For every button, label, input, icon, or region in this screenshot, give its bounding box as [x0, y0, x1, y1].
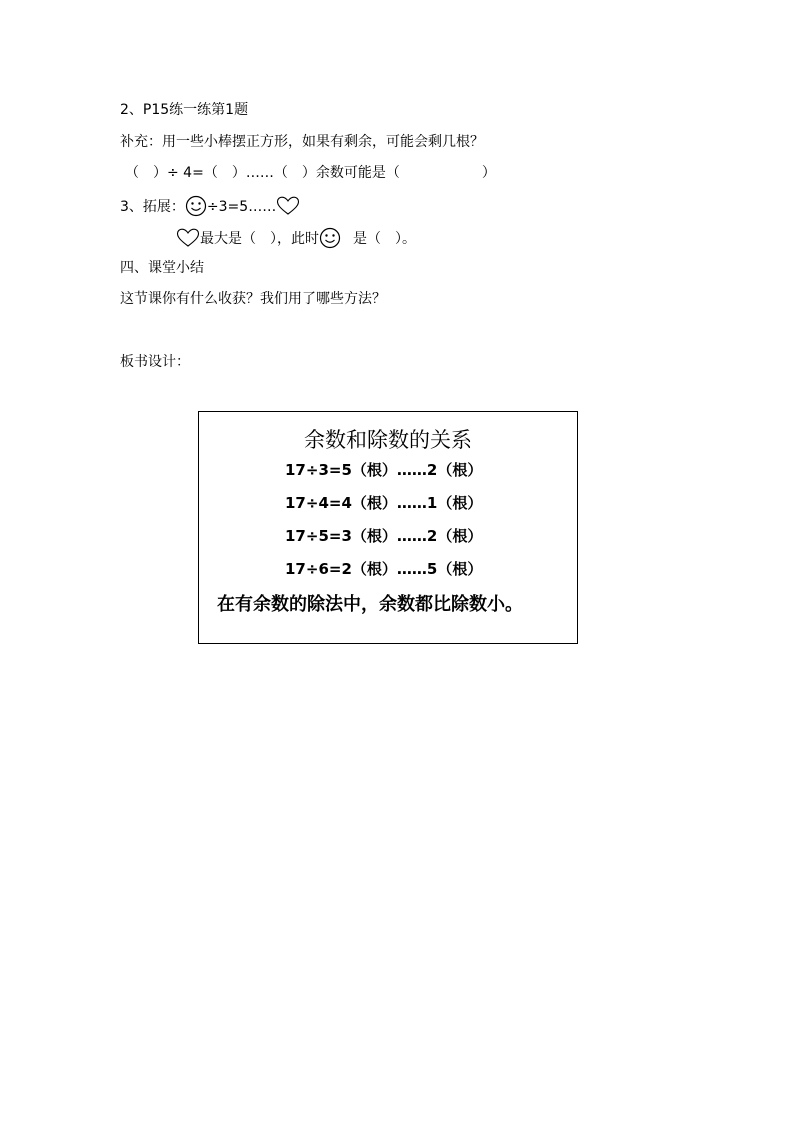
board-conclusion: 在有余数的除法中，余数都比除数小。 — [217, 594, 523, 615]
board-design-label: 板书设计： — [120, 354, 190, 370]
board-equation-row: 17÷6=2（根）……5（根） — [285, 560, 483, 578]
blackboard-design-box — [198, 411, 578, 644]
smiley-face-icon — [319, 227, 341, 249]
exercise-reference: 2、P15练一练第1题 — [120, 102, 249, 118]
division-blank-line: （ ）÷ 4=（ ）……（ ）余数可能是（ ） — [125, 165, 496, 181]
summary-question: 这节课你有什么收获？我们用了哪些方法？ — [120, 291, 386, 307]
board-equation-row: 17÷3=5（根）……2（根） — [285, 461, 483, 479]
smiley-face-icon — [185, 195, 207, 217]
section-heading: 四、课堂小结 — [120, 260, 204, 276]
board-title: 余数和除数的关系 — [304, 428, 472, 452]
extension-question: 最大是（ ），此时 是（ ）。 — [176, 228, 416, 250]
board-equation-row: 17÷5=3（根）……2（根） — [285, 527, 483, 545]
extension-line: 3、拓展： ÷3=5…… — [120, 196, 300, 218]
supplement-question: 补充：用一些小棒摆正方形，如果有剩余，可能会剩几根？ — [120, 134, 484, 150]
board-equation-row: 17÷4=4（根）……1（根） — [285, 494, 483, 512]
heart-icon — [276, 196, 300, 216]
heart-icon — [176, 228, 200, 248]
